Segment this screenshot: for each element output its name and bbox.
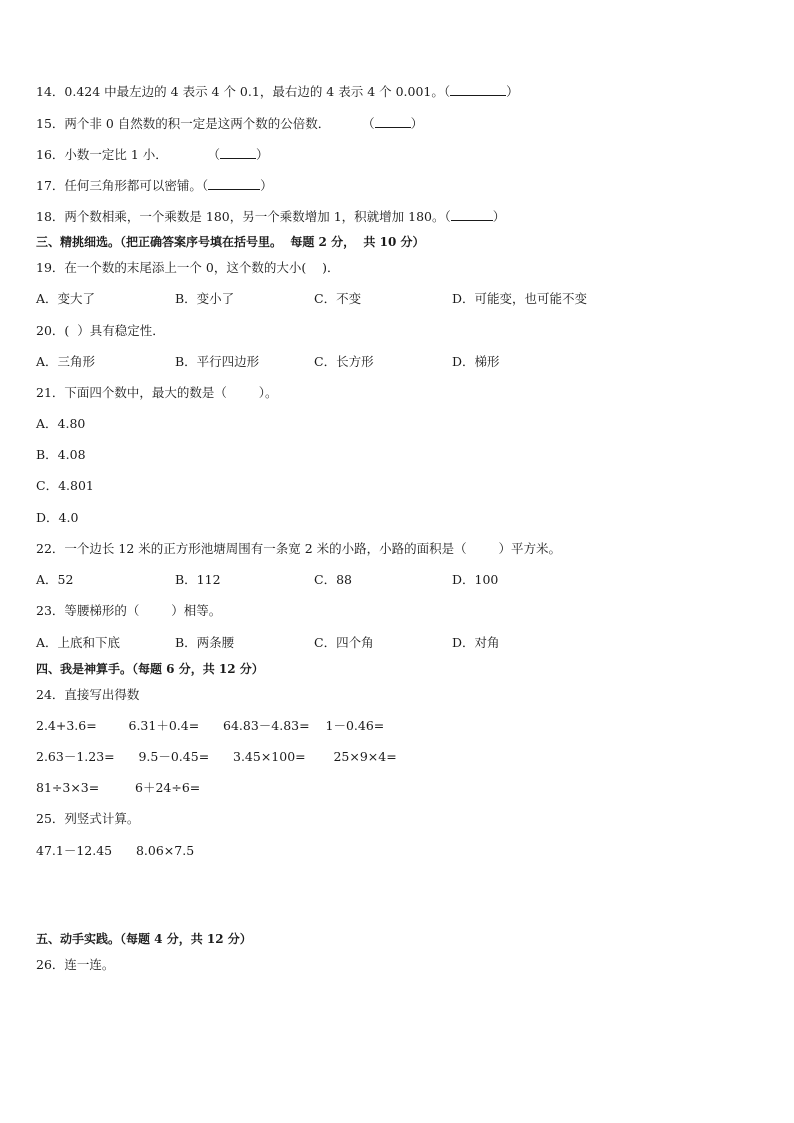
question-15: [36, 115, 423, 132]
option-a[interactable]: A．三角形: [36, 354, 96, 369]
question-18: [36, 208, 505, 225]
option-d[interactable]: D．对角: [452, 635, 500, 650]
paren-close: ）: [256, 147, 269, 162]
question-14: [36, 83, 519, 100]
answer-blank[interactable]: [450, 83, 506, 96]
option-b[interactable]: B．两条腰: [175, 635, 235, 650]
section-heading: 四、我是神算手。（每题 6 分，共 12 分）: [36, 662, 264, 676]
paren-close: ）: [410, 116, 424, 131]
question-22-stem: 22．一个边长 12 米的正方形池塘周围有一条宽 2 米的小路，小路的面积是（ ）平方米。: [36, 541, 561, 556]
option-c[interactable]: C．四个角: [314, 635, 374, 650]
question-26-stem: 26．连一连。: [36, 957, 115, 972]
calc-row: 81÷3×3= 6＋24÷6=: [36, 780, 201, 795]
question-16: [36, 146, 269, 163]
question-20-stem: 20．( ）具有稳定性．: [36, 323, 165, 338]
paren-close: ）: [506, 84, 519, 99]
question-19-stem: 19．在一个数的末尾添上一个 0，这个数的大小( )．: [36, 260, 340, 275]
option-a[interactable]: A．变大了: [36, 291, 96, 306]
section-heading: 五、动手实践。（每题 4 分，共 12 分）: [36, 932, 252, 946]
paren-close: ）: [260, 178, 273, 193]
option-a[interactable]: A．52: [36, 572, 74, 587]
option-b[interactable]: B．变小了: [175, 291, 235, 306]
question-text: 16．小数一定比 1 小． （: [36, 147, 221, 162]
option-a[interactable]: A．4.80: [36, 416, 86, 431]
question-24-stem: 24．直接写出得数: [36, 687, 140, 702]
answer-blank[interactable]: [451, 208, 493, 221]
question-25-stem: 25．列竖式计算。: [36, 811, 140, 826]
question-23-stem: 23．等腰梯形的（ ）相等。: [36, 603, 222, 618]
calc-row: 47.1－12.45 8.06×7.5: [36, 843, 195, 858]
option-c[interactable]: C．不变: [314, 291, 362, 306]
calc-row: 2.63－1.23= 9.5－0.45= 3.45×100= 25×9×4=: [36, 749, 397, 764]
option-c[interactable]: C．4.801: [36, 478, 94, 493]
calc-row: 2.4+3.6= 6.31＋0.4= 64.83－4.83= 1－0.46=: [36, 718, 385, 733]
question-21-stem: 21．下面四个数中，最大的数是（ ）。: [36, 385, 278, 400]
answer-blank[interactable]: [208, 177, 260, 190]
option-d[interactable]: D．4.0: [36, 510, 79, 525]
option-b[interactable]: B．112: [175, 572, 221, 587]
option-d[interactable]: D．100: [452, 572, 499, 587]
question-17: [36, 177, 273, 194]
question-text: 15．两个非 0 自然数的积一定是这两个数的公倍数． （: [36, 116, 375, 131]
option-a[interactable]: A．上底和下底: [36, 635, 121, 650]
option-b[interactable]: B．平行四边形: [175, 354, 260, 369]
option-d[interactable]: D．可能变，也可能不变: [452, 291, 588, 306]
question-text: 14．0.424 中最左边的 4 表示 4 个 0.1，最右边的 4 表示 4 个 0.001。（: [36, 84, 451, 99]
section-heading: 三、精挑细选。（把正确答案序号填在括号里。 每题 2 分， 共 10 分）: [36, 235, 425, 249]
question-text: 17．任何三角形都可以密铺。（: [36, 178, 209, 193]
paren-close: ）: [492, 209, 506, 224]
answer-blank[interactable]: [375, 115, 411, 128]
option-c[interactable]: C．88: [314, 572, 352, 587]
option-b[interactable]: B．4.08: [36, 447, 86, 462]
answer-blank[interactable]: [220, 146, 256, 159]
question-text: 18．两个数相乘，一个乘数是 180，另一个乘数增加 1，积就增加 180。（: [36, 209, 451, 224]
option-c[interactable]: C．长方形: [314, 354, 374, 369]
option-d[interactable]: D．梯形: [452, 354, 500, 369]
